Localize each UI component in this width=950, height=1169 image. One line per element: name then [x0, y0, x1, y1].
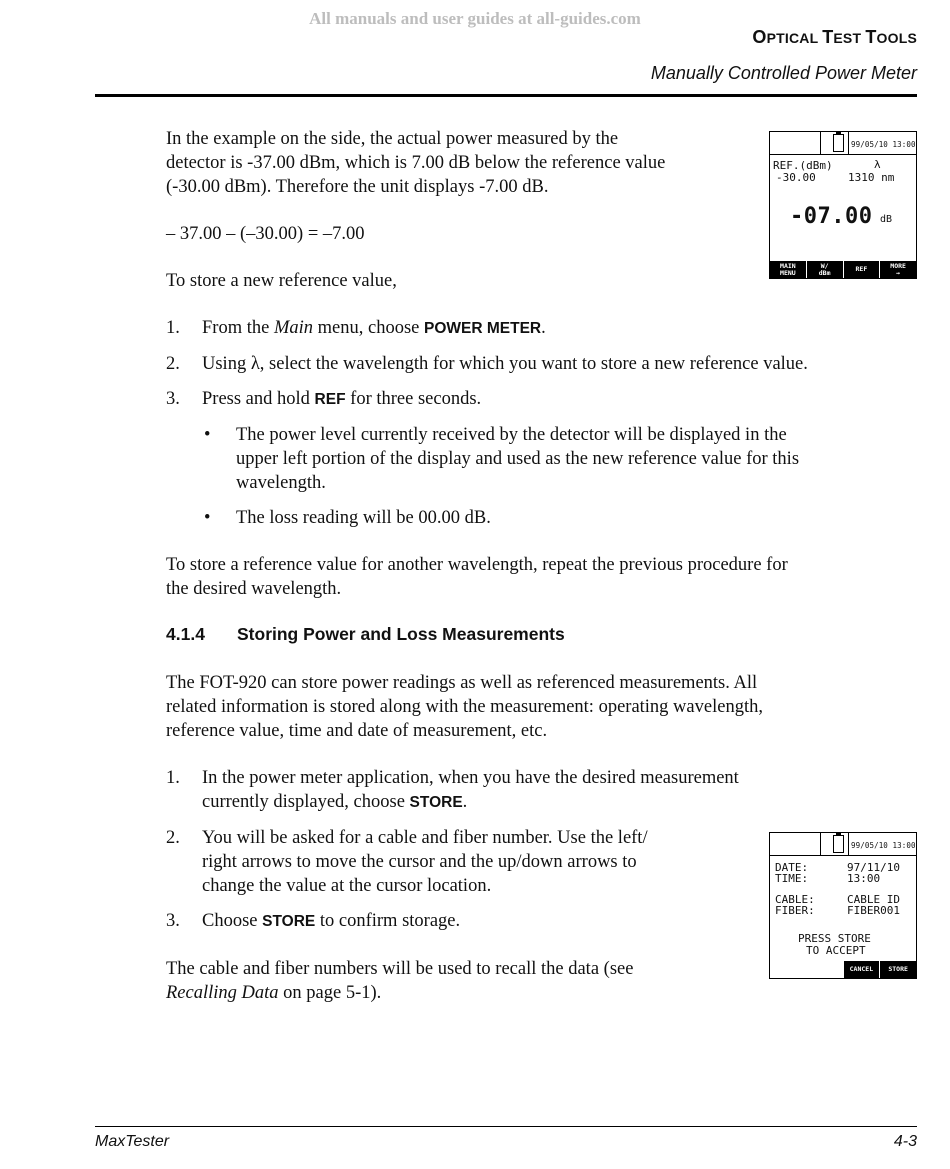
lcd-prompt: TO ACCEPT — [806, 944, 866, 957]
bullet-new-reference: The power level currently received by the detector will be displayed in the upper left portion of the display and used as the new reference value for this wavelength. — [236, 425, 800, 493]
recall-paragraph: The cable and fiber numbers will be used to recall the data (see Recalling Data on page 5-1). — [166, 959, 634, 1003]
header-divider — [95, 94, 917, 97]
lcd-softkeys — [770, 261, 916, 278]
lcd-prompt: PRESS STORE — [798, 932, 871, 945]
lcd-screen-power-meter — [769, 131, 917, 279]
section-heading: 4.1.4 Storing Power and Loss Measurements — [166, 624, 565, 644]
step-number: 3. — [166, 389, 180, 409]
softkey-store[interactable]: STORE — [879, 961, 916, 978]
store-lead-text: To store a new reference value, — [166, 271, 397, 291]
step-number: 2. — [166, 828, 180, 848]
step-confirm-store: Choose STORE to confirm storage. — [202, 911, 461, 931]
equation: – 37.00 – (–30.00) = –7.00 — [166, 224, 365, 244]
step-press-ref: Press and hold REF for three seconds. — [202, 389, 482, 409]
intro-paragraph: In the example on the side, the actual power measured by the detector is -37.00 dBm, which is 7.00 dB below the reference value (-30.00 dBm). Therefore the unit displays -7.00 dB. — [166, 129, 666, 197]
lcd-date-label: DATE: — [775, 861, 809, 874]
step-number: 1. — [166, 768, 180, 788]
lcd-clock: 99/05/10 13:00 — [851, 140, 916, 149]
battery-icon — [833, 835, 844, 853]
softkey-cancel[interactable]: CANCEL — [843, 961, 880, 978]
lcd-date-value: 97/11/10 — [847, 861, 900, 874]
lcd-fiber-value: FIBER001 — [847, 904, 900, 917]
lcd-reading: -07.00 — [790, 204, 873, 229]
bullet-loss-reading: The loss reading will be 00.00 dB. — [236, 508, 491, 528]
lcd-wavelength: 1310 nm — [848, 171, 895, 184]
lcd-ref-label: REF.(dBm) — [773, 159, 833, 172]
lcd-fiber-label: FIBER: — [775, 904, 815, 917]
chapter-title: OPTICAL TEST TOOLS — [752, 27, 917, 47]
lcd-softkeys — [770, 961, 916, 978]
softkey-empty — [770, 961, 806, 978]
lcd-status-bar — [770, 132, 916, 155]
section-subtitle: Manually Controlled Power Meter — [650, 63, 917, 83]
step-number: 3. — [166, 911, 180, 931]
softkey-ref[interactable]: REF — [843, 261, 880, 278]
step-number: 1. — [166, 318, 180, 338]
step-select-wavelength: Using λ, select the wavelength for which you want to store a new reference value. — [202, 354, 808, 374]
bullet-icon: • — [204, 425, 211, 445]
softkey-empty — [806, 961, 843, 978]
page-number: 4-3 — [893, 1133, 917, 1150]
lcd-clock: 99/05/10 13:00 — [851, 841, 916, 850]
step-choose-store: In the power meter application, when you have the desired measurement currently displayed, choose STORE. — [202, 768, 739, 812]
watermark: All manuals and user guides at all-guides.com — [309, 9, 641, 28]
lcd-screen-store — [769, 832, 917, 979]
lcd-status-bar — [770, 833, 916, 856]
step-cable-fiber: You will be asked for a cable and fiber number. Use the left/ right arrows to move the cursor and the up/down arrows to change the value at the cursor location. — [202, 828, 648, 896]
lcd-time-value: 13:00 — [847, 872, 881, 885]
battery-icon — [833, 134, 844, 152]
footer-product: MaxTester — [95, 1133, 170, 1150]
softkey-w-dbm[interactable]: W/ dBm — [806, 261, 843, 278]
lambda-icon: λ — [874, 158, 881, 171]
lcd-cable-label: CABLE: — [775, 893, 815, 906]
lcd-cable-value: CABLE ID — [847, 893, 900, 906]
step-choose-power-meter: From the Main menu, choose POWER METER. — [202, 318, 546, 338]
lcd-reading-unit: dB — [880, 214, 893, 225]
softkey-main-menu[interactable]: MAIN MENU — [770, 261, 806, 278]
bullet-icon: • — [204, 508, 211, 528]
lcd-ref-value: -30.00 — [776, 171, 816, 184]
step-number: 2. — [166, 354, 180, 374]
store-intro-paragraph: The FOT-920 can store power readings as well as referenced measurements. All related information is stored along with the measurement: operating wavelength, reference value, time and date of measurement, etc. — [166, 673, 763, 741]
another-wavelength-paragraph: To store a reference value for another wavelength, repeat the previous procedure for the desired wavelength. — [166, 555, 788, 599]
footer-divider — [95, 1126, 917, 1127]
lcd-time-label: TIME: — [775, 872, 809, 885]
softkey-more[interactable]: MORE → — [879, 261, 916, 278]
